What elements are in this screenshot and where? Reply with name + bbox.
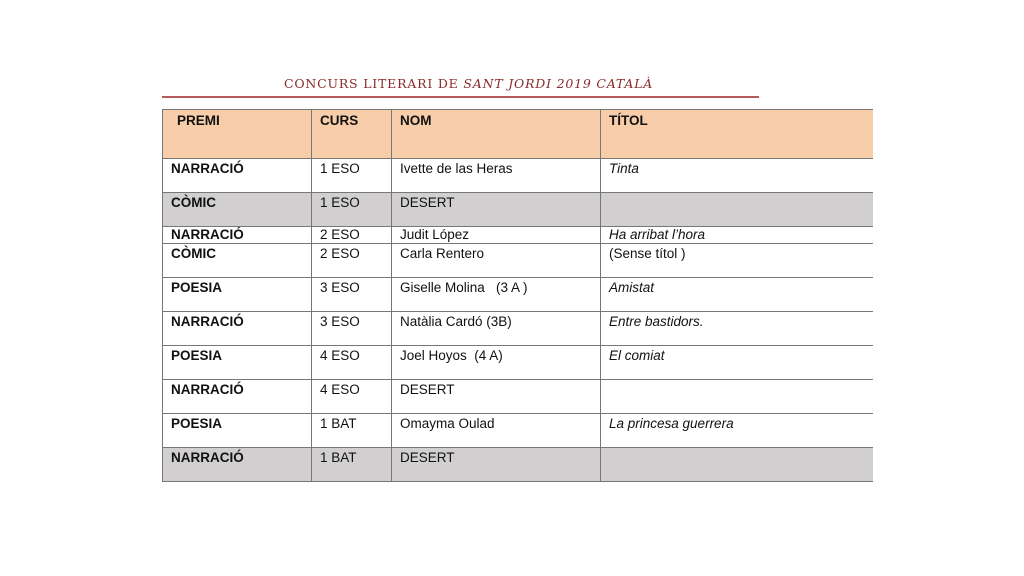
column-header-titol: TÍTOL	[601, 110, 873, 159]
curs-cell: 4 ESO	[312, 380, 392, 414]
table-header-row	[163, 110, 873, 159]
table-row	[163, 312, 873, 346]
awards-table	[162, 109, 873, 482]
nom-cell: Carla Rentero	[392, 244, 601, 278]
premi-cell: CÒMIC	[163, 193, 312, 227]
titol-cell: El comiat	[601, 346, 873, 380]
curs-cell: 4 ESO	[312, 346, 392, 380]
curs-cell: 2 ESO	[312, 244, 392, 278]
table-row	[163, 159, 873, 193]
premi-cell: POESIA	[163, 346, 312, 380]
table-row	[163, 380, 873, 414]
premi-cell: NARRACIÓ	[163, 227, 312, 244]
titol-cell	[601, 193, 873, 227]
premi-cell: POESIA	[163, 278, 312, 312]
table-row	[163, 193, 873, 227]
table-row	[163, 346, 873, 380]
premi-cell: NARRACIÓ	[163, 312, 312, 346]
nom-cell: Judit López	[392, 227, 601, 244]
titol-cell: Amistat	[601, 278, 873, 312]
table-row	[163, 278, 873, 312]
page-title	[284, 76, 653, 91]
premi-cell: NARRACIÓ	[163, 380, 312, 414]
title-prefix: CONCURS LITERARI DE	[284, 76, 464, 91]
titol-cell: (Sense títol )	[601, 244, 873, 278]
column-header-nom: NOM	[392, 110, 601, 159]
nom-cell: DESERT	[392, 193, 601, 227]
nom-cell: Giselle Molina (3 A )	[392, 278, 601, 312]
table-row	[163, 227, 873, 244]
titol-cell: Ha arribat l’hora	[601, 227, 873, 244]
titol-cell: Tinta	[601, 159, 873, 193]
premi-cell: NARRACIÓ	[163, 448, 312, 482]
curs-cell: 1 BAT	[312, 414, 392, 448]
curs-cell: 3 ESO	[312, 312, 392, 346]
title-bar	[162, 70, 759, 98]
curs-cell: 1 BAT	[312, 448, 392, 482]
premi-cell: POESIA	[163, 414, 312, 448]
table-row	[163, 244, 873, 278]
column-header-curs: CURS	[312, 110, 392, 159]
titol-cell	[601, 380, 873, 414]
curs-cell: 3 ESO	[312, 278, 392, 312]
premi-cell: CÒMIC	[163, 244, 312, 278]
nom-cell: Natàlia Cardó (3B)	[392, 312, 601, 346]
titol-cell: Entre bastidors.	[601, 312, 873, 346]
title-italic: SANT JORDI 2019 CATALÀ	[463, 76, 654, 91]
nom-cell: DESERT	[392, 380, 601, 414]
nom-cell: Joel Hoyos (4 A)	[392, 346, 601, 380]
curs-cell: 1 ESO	[312, 159, 392, 193]
nom-cell: Ivette de las Heras	[392, 159, 601, 193]
nom-cell: DESERT	[392, 448, 601, 482]
curs-cell: 2 ESO	[312, 227, 392, 244]
table-row	[163, 448, 873, 482]
curs-cell: 1 ESO	[312, 193, 392, 227]
column-header-premi: PREMI	[163, 110, 312, 159]
titol-cell	[601, 448, 873, 482]
titol-cell: La princesa guerrera	[601, 414, 873, 448]
premi-cell: NARRACIÓ	[163, 159, 312, 193]
table-row	[163, 414, 873, 448]
nom-cell: Omayma Oulad	[392, 414, 601, 448]
